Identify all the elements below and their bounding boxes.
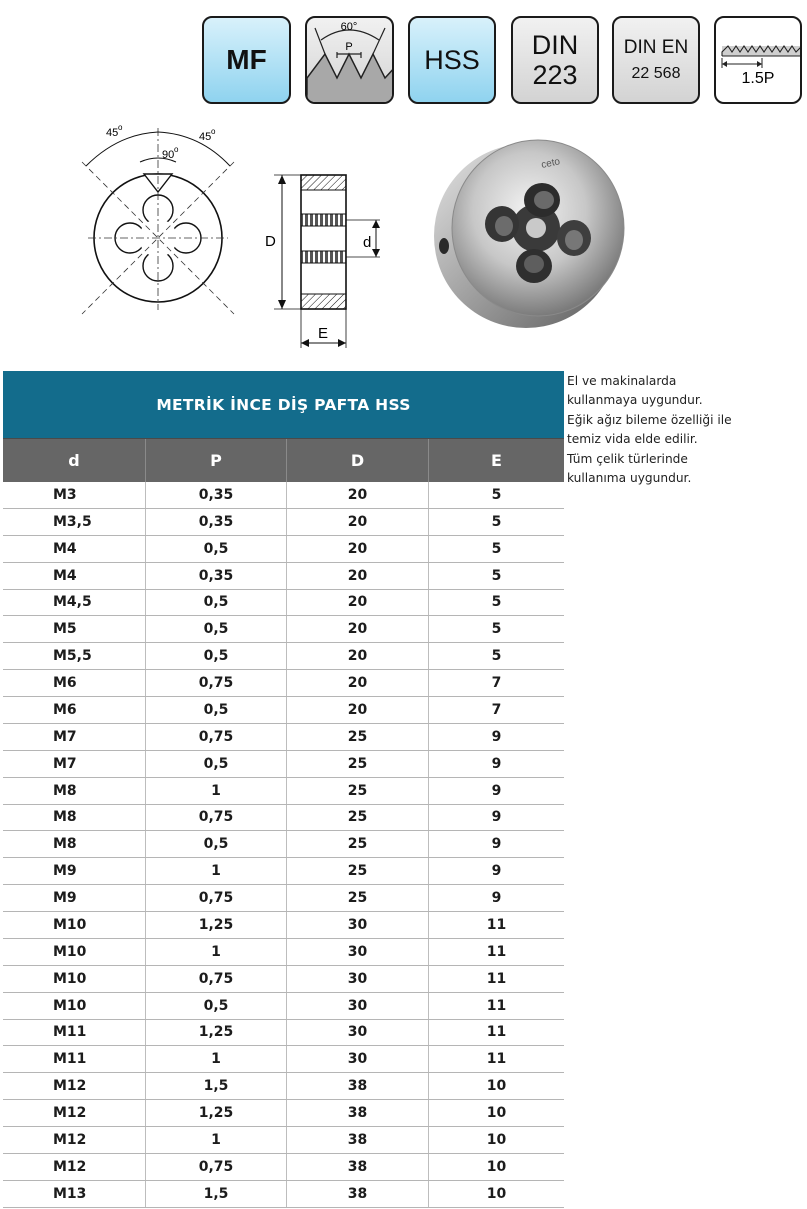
cell-D: 30 bbox=[286, 939, 428, 965]
cell-d: M7 bbox=[53, 755, 77, 772]
cell-E: 10 bbox=[428, 1100, 564, 1126]
cell-P: 1 bbox=[145, 1127, 286, 1153]
cell-D: 30 bbox=[286, 1046, 428, 1072]
note-line: kullanıma uygundur. bbox=[567, 471, 692, 486]
cell-d: M9 bbox=[53, 863, 77, 880]
cell-P: 1,25 bbox=[145, 912, 286, 938]
table-row bbox=[3, 1154, 564, 1181]
cell-P: 1,25 bbox=[145, 1020, 286, 1046]
dimension-D-label: D bbox=[265, 233, 276, 250]
cell-d: M8 bbox=[53, 836, 77, 853]
angle-top-degree: o bbox=[174, 145, 179, 154]
cell-E: 5 bbox=[428, 563, 564, 589]
chamfer-pitch-icon bbox=[716, 18, 802, 104]
table-row bbox=[3, 885, 564, 912]
table-row bbox=[3, 1127, 564, 1154]
cell-E: 5 bbox=[428, 509, 564, 535]
cell-E: 9 bbox=[428, 751, 564, 777]
cell-E: 11 bbox=[428, 993, 564, 1019]
angle-right-degree: o bbox=[211, 127, 216, 136]
table-row bbox=[3, 831, 564, 858]
mf-label: MF bbox=[226, 44, 267, 75]
cell-D: 30 bbox=[286, 912, 428, 938]
engraving-text: ceto bbox=[540, 156, 562, 171]
cell-P: 0,75 bbox=[145, 670, 286, 696]
cell-P: 0,35 bbox=[145, 509, 286, 535]
feature-note bbox=[567, 372, 805, 488]
cell-D: 25 bbox=[286, 885, 428, 911]
cell-P: 0,75 bbox=[145, 805, 286, 831]
cell-E: 9 bbox=[428, 831, 564, 857]
cell-P: 0,35 bbox=[145, 563, 286, 589]
cell-E: 9 bbox=[428, 858, 564, 884]
dimension-E-label: E bbox=[318, 325, 329, 342]
column-header-d: d bbox=[68, 451, 80, 470]
cell-d: M4,5 bbox=[53, 594, 92, 611]
table-row bbox=[3, 643, 564, 670]
note-line: Eğik ağız bileme özelliği ile bbox=[567, 412, 732, 427]
cell-E: 7 bbox=[428, 697, 564, 723]
cell-d: M11 bbox=[53, 1024, 87, 1041]
note-line: kullanmaya uygundur. bbox=[567, 393, 703, 408]
mf-badge bbox=[202, 16, 291, 104]
cell-P: 0,5 bbox=[145, 831, 286, 857]
cell-P: 0,5 bbox=[145, 751, 286, 777]
cell-D: 20 bbox=[286, 536, 428, 562]
cell-E: 9 bbox=[428, 778, 564, 804]
cell-d: M3,5 bbox=[53, 513, 92, 530]
column-header-E: E bbox=[428, 439, 564, 482]
die-product-photo bbox=[430, 128, 630, 333]
cell-P: 0,5 bbox=[145, 536, 286, 562]
table-row bbox=[3, 805, 564, 832]
cell-E: 5 bbox=[428, 590, 564, 616]
cell-D: 25 bbox=[286, 858, 428, 884]
cell-E: 11 bbox=[428, 912, 564, 938]
cell-P: 1 bbox=[145, 1046, 286, 1072]
table-row bbox=[3, 858, 564, 885]
cell-d: M7 bbox=[53, 728, 77, 745]
cell-E: 7 bbox=[428, 670, 564, 696]
cell-P: 0,75 bbox=[145, 724, 286, 750]
cell-E: 9 bbox=[428, 724, 564, 750]
cell-d: M5,5 bbox=[53, 648, 92, 665]
cell-D: 30 bbox=[286, 966, 428, 992]
cell-d: M12 bbox=[53, 1105, 87, 1122]
hss-badge bbox=[408, 16, 496, 104]
cell-d: M6 bbox=[53, 675, 77, 692]
cell-d: M10 bbox=[53, 970, 87, 987]
din-en-line2: 22 568 bbox=[631, 65, 681, 82]
table-row bbox=[3, 536, 564, 563]
cell-E: 10 bbox=[428, 1073, 564, 1099]
cell-d: M8 bbox=[53, 782, 77, 799]
cell-P: 1,5 bbox=[145, 1181, 286, 1207]
cell-P: 1,5 bbox=[145, 1073, 286, 1099]
table-row bbox=[3, 912, 564, 939]
cell-d: M12 bbox=[53, 1158, 87, 1175]
cell-D: 20 bbox=[286, 670, 428, 696]
angle-left-label: 45 bbox=[106, 127, 119, 139]
cell-P: 0,5 bbox=[145, 590, 286, 616]
cell-D: 25 bbox=[286, 831, 428, 857]
angle-right-label: 45 bbox=[199, 131, 212, 143]
cell-P: 0,5 bbox=[145, 993, 286, 1019]
table-row bbox=[3, 697, 564, 724]
cell-D: 20 bbox=[286, 590, 428, 616]
cell-d: M10 bbox=[53, 997, 87, 1014]
cell-D: 38 bbox=[286, 1073, 428, 1099]
column-header-P: P bbox=[145, 439, 286, 482]
cell-P: 0,75 bbox=[145, 966, 286, 992]
cell-D: 25 bbox=[286, 778, 428, 804]
note-line: Tüm çelik türlerinde bbox=[567, 451, 688, 466]
note-line: temiz vida elde edilir. bbox=[567, 432, 698, 447]
table-header bbox=[3, 438, 564, 482]
cell-E: 5 bbox=[428, 643, 564, 669]
cell-E: 11 bbox=[428, 1020, 564, 1046]
cell-D: 38 bbox=[286, 1181, 428, 1207]
cell-E: 5 bbox=[428, 482, 564, 508]
cell-d: M4 bbox=[53, 540, 77, 557]
table-row bbox=[3, 966, 564, 993]
pitch-label: 1.5P bbox=[741, 70, 775, 87]
cell-D: 25 bbox=[286, 751, 428, 777]
cell-E: 10 bbox=[428, 1154, 564, 1180]
cell-P: 0,75 bbox=[145, 885, 286, 911]
cell-D: 30 bbox=[286, 993, 428, 1019]
table-row bbox=[3, 1181, 564, 1208]
cell-E: 5 bbox=[428, 616, 564, 642]
din-line1: DIN bbox=[531, 30, 579, 60]
cell-d: M6 bbox=[53, 701, 77, 718]
table-row bbox=[3, 751, 564, 778]
table-row bbox=[3, 724, 564, 751]
spec-table bbox=[3, 371, 564, 1208]
dimension-d-label: d bbox=[363, 234, 372, 251]
cell-d: M10 bbox=[53, 916, 87, 933]
cell-d: M4 bbox=[53, 567, 77, 584]
cell-E: 11 bbox=[428, 966, 564, 992]
cell-P: 1 bbox=[145, 939, 286, 965]
cell-D: 25 bbox=[286, 724, 428, 750]
cell-E: 5 bbox=[428, 536, 564, 562]
table-row bbox=[3, 563, 564, 590]
table-title: METRİK İNCE DİŞ PAFTA HSS bbox=[3, 371, 564, 438]
cell-E: 10 bbox=[428, 1127, 564, 1153]
cell-P: 0,75 bbox=[145, 1154, 286, 1180]
cell-d: M3 bbox=[53, 486, 77, 503]
cell-d: M12 bbox=[53, 1131, 87, 1148]
table-row bbox=[3, 778, 564, 805]
cell-P: 0,5 bbox=[145, 616, 286, 642]
cell-D: 38 bbox=[286, 1154, 428, 1180]
cell-E: 11 bbox=[428, 939, 564, 965]
cell-D: 20 bbox=[286, 563, 428, 589]
table-row bbox=[3, 993, 564, 1020]
cell-D: 20 bbox=[286, 482, 428, 508]
table-row bbox=[3, 1020, 564, 1047]
din-en-line1: DIN EN bbox=[623, 37, 689, 58]
cell-d: M11 bbox=[53, 1051, 87, 1068]
cell-D: 20 bbox=[286, 697, 428, 723]
thread-pitch-letter: P bbox=[345, 41, 353, 53]
cell-E: 10 bbox=[428, 1181, 564, 1207]
cell-d: M12 bbox=[53, 1078, 87, 1095]
table-row bbox=[3, 1073, 564, 1100]
table-row bbox=[3, 616, 564, 643]
pitch-badge bbox=[714, 16, 802, 104]
cell-D: 38 bbox=[286, 1127, 428, 1153]
cell-d: M13 bbox=[53, 1185, 87, 1202]
cell-P: 1,25 bbox=[145, 1100, 286, 1126]
cell-d: M10 bbox=[53, 943, 87, 960]
cell-P: 1 bbox=[145, 858, 286, 884]
thread-angle-label: 60° bbox=[340, 21, 358, 33]
din-en-badge bbox=[612, 16, 700, 104]
cell-D: 38 bbox=[286, 1100, 428, 1126]
table-row bbox=[3, 509, 564, 536]
cell-d: M9 bbox=[53, 890, 77, 907]
cell-E: 11 bbox=[428, 1046, 564, 1072]
angle-top-label: 90 bbox=[162, 149, 175, 161]
cell-D: 20 bbox=[286, 616, 428, 642]
table-row bbox=[3, 670, 564, 697]
table-body bbox=[3, 482, 564, 1208]
table-row bbox=[3, 482, 564, 509]
thread-profile-badge bbox=[305, 16, 394, 104]
die-technical-drawing bbox=[60, 118, 390, 350]
cell-D: 20 bbox=[286, 509, 428, 535]
thread-profile-icon bbox=[307, 18, 394, 104]
cell-D: 30 bbox=[286, 1020, 428, 1046]
table-row bbox=[3, 1046, 564, 1073]
table-row bbox=[3, 590, 564, 617]
cell-P: 0,5 bbox=[145, 643, 286, 669]
table-row bbox=[3, 939, 564, 966]
table-row bbox=[3, 1100, 564, 1127]
din-badge bbox=[511, 16, 599, 104]
cell-P: 0,5 bbox=[145, 697, 286, 723]
cell-P: 1 bbox=[145, 778, 286, 804]
note-line: El ve makinalarda bbox=[567, 374, 677, 388]
cell-D: 20 bbox=[286, 643, 428, 669]
cell-d: M8 bbox=[53, 809, 77, 826]
angle-left-degree: o bbox=[118, 123, 123, 132]
din-line2: 223 bbox=[532, 60, 578, 90]
cell-P: 0,35 bbox=[145, 482, 286, 508]
cell-D: 25 bbox=[286, 805, 428, 831]
column-header-D: D bbox=[286, 439, 428, 482]
cell-E: 9 bbox=[428, 885, 564, 911]
cell-d: M5 bbox=[53, 621, 77, 638]
hss-label: HSS bbox=[424, 44, 480, 75]
cell-E: 9 bbox=[428, 805, 564, 831]
